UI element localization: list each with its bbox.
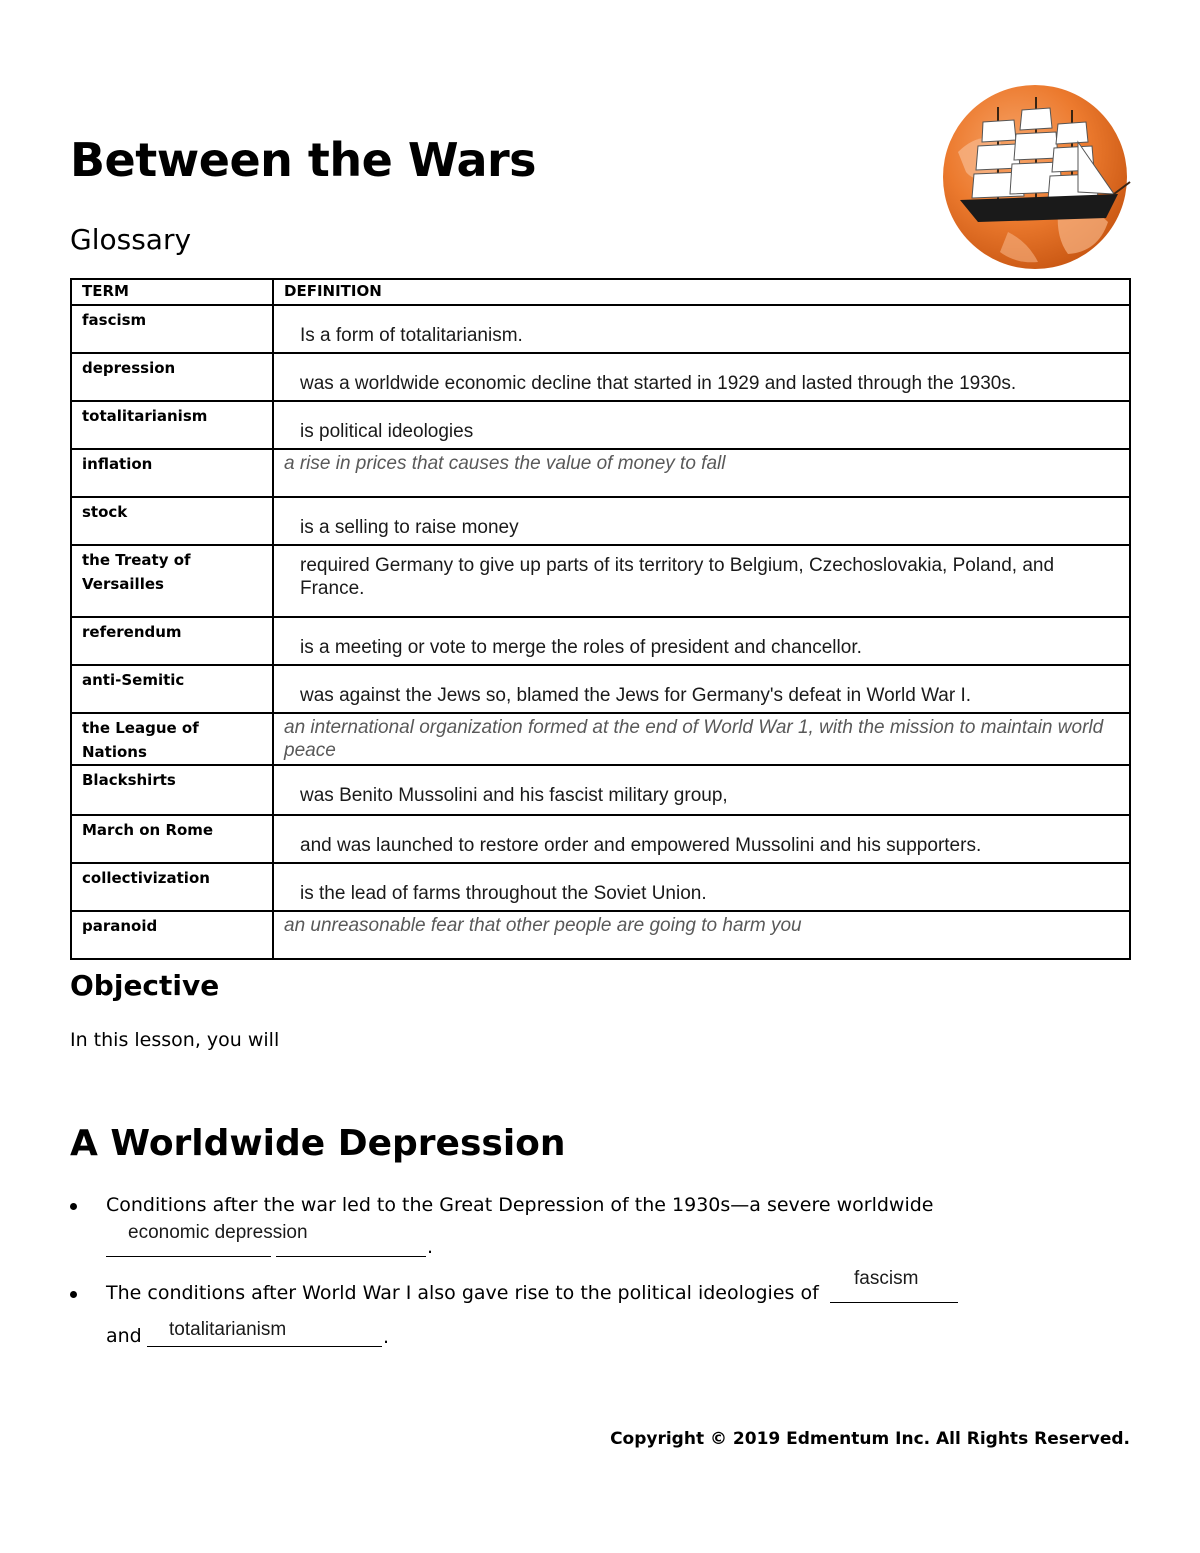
definition-cell[interactable] xyxy=(273,765,1130,815)
answer-text[interactable]: fascism xyxy=(854,1268,919,1289)
objective-text: In this lesson, you will xyxy=(70,1029,280,1051)
bullet-text: The conditions after World War I also gave rise to the political ideologies of xyxy=(106,1282,819,1304)
bullet-icon xyxy=(70,1291,77,1298)
period: . xyxy=(427,1236,434,1258)
list-item xyxy=(70,1192,1130,1272)
table-row xyxy=(71,545,1130,617)
definition-cell[interactable] xyxy=(273,713,1130,765)
term-cell: paranoid xyxy=(71,911,273,959)
and-label: and xyxy=(106,1325,142,1347)
answer-text[interactable]: totalitarianism xyxy=(169,1319,287,1340)
definition-text: required Germany to give up parts of its territory to Belgium, Czechoslovakia, Poland, and France. xyxy=(300,555,1055,599)
period: . xyxy=(383,1326,390,1348)
term-column-header: TERM xyxy=(71,279,273,305)
table-row xyxy=(71,353,1130,401)
definition-cell[interactable] xyxy=(273,353,1130,401)
definition-text: Is a form of totalitarianism. xyxy=(300,325,523,346)
table-row xyxy=(71,713,1130,765)
definition-cell[interactable] xyxy=(273,617,1130,665)
table-row xyxy=(71,449,1130,497)
table-row xyxy=(71,401,1130,449)
definition-text: was a worldwide economic decline that started in 1929 and lasted through the 1930s. xyxy=(300,373,1017,394)
term-cell: March on Rome xyxy=(71,815,273,863)
ship-globe-icon xyxy=(938,82,1132,272)
page-title: Between the Wars xyxy=(70,133,537,187)
definition-cell[interactable] xyxy=(273,665,1130,713)
term-cell: the Treaty of Versailles xyxy=(71,545,273,617)
answer-blank[interactable] xyxy=(147,1346,382,1347)
answer-blank[interactable] xyxy=(106,1256,271,1257)
table-row xyxy=(71,815,1130,863)
glossary-header-row xyxy=(71,279,1130,305)
definition-cell[interactable] xyxy=(273,449,1130,497)
list-item xyxy=(70,1268,1130,1360)
term-cell: fascism xyxy=(71,305,273,353)
term-cell: anti-Semitic xyxy=(71,665,273,713)
table-row xyxy=(71,765,1130,815)
definition-cell[interactable] xyxy=(273,863,1130,911)
term-cell: the League of Nations xyxy=(71,713,273,765)
objective-heading: Objective xyxy=(70,969,220,1002)
term-cell: referendum xyxy=(71,617,273,665)
bullet-text: Conditions after the war led to the Great Depression of the 1930s—a severe worldwide xyxy=(106,1194,934,1216)
copyright: Copyright © 2019 Edmentum Inc. All Rights Reserved. xyxy=(610,1429,1130,1449)
answer-blank[interactable] xyxy=(830,1302,958,1303)
term-cell: inflation xyxy=(71,449,273,497)
definition-column-header: DEFINITION xyxy=(273,279,1130,305)
definition-text: and was launched to restore order and empowered Mussolini and his supporters. xyxy=(300,835,982,856)
glossary-rows xyxy=(71,305,1130,959)
definition-cell[interactable] xyxy=(273,815,1130,863)
definition-text: a rise in prices that causes the value of money to fall xyxy=(284,453,726,474)
definition-text: is a selling to raise money xyxy=(300,517,519,538)
definition-text: is political ideologies xyxy=(300,421,474,442)
answer-blank[interactable] xyxy=(276,1256,426,1257)
glossary-table xyxy=(70,278,1131,960)
definition-cell[interactable] xyxy=(273,497,1130,545)
table-row xyxy=(71,305,1130,353)
depression-heading: A Worldwide Depression xyxy=(70,1123,566,1164)
glossary-heading: Glossary xyxy=(70,223,192,256)
definition-text: is a meeting or vote to merge the roles of president and chancellor. xyxy=(300,637,862,658)
term-cell: depression xyxy=(71,353,273,401)
table-row xyxy=(71,863,1130,911)
term-cell: collectivization xyxy=(71,863,273,911)
definition-text: was against the Jews so, blamed the Jews for Germany's defeat in World War I. xyxy=(300,685,972,706)
table-row xyxy=(71,911,1130,959)
definition-text: an unreasonable fear that other people are going to harm you xyxy=(284,915,802,936)
definition-cell[interactable] xyxy=(273,911,1130,959)
definition-text: is the lead of farms throughout the Soviet Union. xyxy=(300,883,707,904)
table-row xyxy=(71,665,1130,713)
definition-cell[interactable] xyxy=(273,401,1130,449)
term-cell: stock xyxy=(71,497,273,545)
definition-text: an international organization formed at the end of World War 1, with the mission to maintain world peace xyxy=(284,717,1104,761)
term-cell: totalitarianism xyxy=(71,401,273,449)
definition-text: was Benito Mussolini and his fascist military group, xyxy=(300,785,728,806)
definition-cell[interactable] xyxy=(273,305,1130,353)
answer-text[interactable]: economic depression xyxy=(128,1222,308,1243)
table-row xyxy=(71,497,1130,545)
term-cell: Blackshirts xyxy=(71,765,273,815)
definition-cell[interactable] xyxy=(273,545,1130,617)
table-row xyxy=(71,617,1130,665)
bullet-icon xyxy=(70,1203,77,1210)
